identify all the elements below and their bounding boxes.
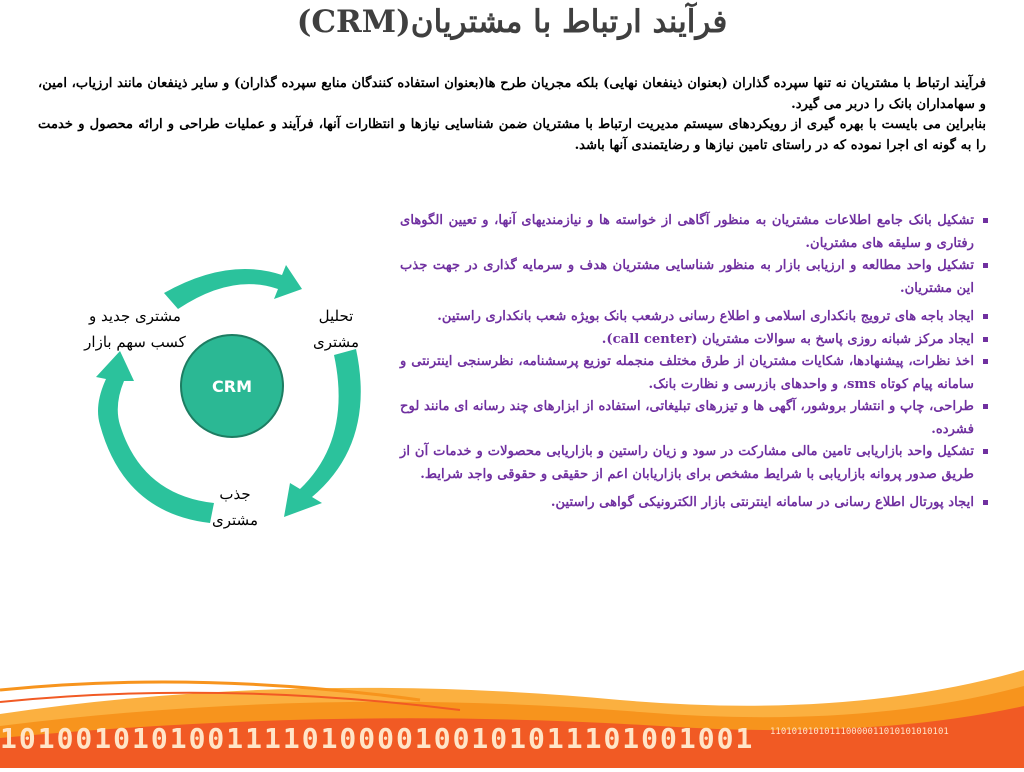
node-new-customer xyxy=(60,303,210,355)
node-label: مشتری جدید و xyxy=(89,307,181,325)
bullet-item: طراحی، چاپ و انتشار بروشور، آگهی ها و تیزرهای تبلیغاتی، استفاده از ابزارهای چند رسانه ای مانند لوح فشرده. xyxy=(400,396,990,441)
arrow-right xyxy=(284,349,361,517)
binary-watermark-small: 110101010101110000011010101010101 xyxy=(770,727,949,737)
node-customer-analysis xyxy=(296,303,376,355)
crm-actions-list xyxy=(400,210,990,515)
intro-paragraph-1: فرآیند ارتباط با مشتریان نه تنها سپرده گذاران (بعنوان ذینفعان نهایی) بلکه مجریان طرح ها(بعنوان استفاده کنندگان منابع سپرده گذاران) و سایر ذینفعان مانند ارزیاب، امین، و سهامداران بانک را دربر می گیرد. xyxy=(38,76,986,112)
bullet-item: ایجاد مرکز شبانه روزی پاسخ به سوالات مشتریان (call center). xyxy=(400,329,990,352)
bullet-item: تشکیل بانک جامع اطلاعات مشتریان به منظور آگاهی از خواسته ها و نیازمندیهای آنها، و تعیین الگوهای رفتاری و سلیقه های مشتریان. xyxy=(400,210,990,255)
bullet-item: ایجاد پورتال اطلاع رسانی در سامانه اینترنتی بازار الکترونیکی گواهی راستین. xyxy=(400,492,990,515)
intro-text xyxy=(38,74,986,156)
bullet-item: تشکیل واحد مطالعه و ارزیابی بازار به منظور شناسایی مشتریان هدف و سرمایه گذاری در جهت جذب این مشتریان. xyxy=(400,255,990,300)
bullet-item: ایجاد باجه های ترویج بانکداری اسلامی و اطلاع رسانی درشعب بانک بویژه شعب بانکداری راستین. xyxy=(400,306,990,329)
node-label: مشتری xyxy=(212,511,258,529)
slide-title: فرآیند ارتباط با مشتریان(CRM) xyxy=(296,4,728,40)
bullet-item: تشکیل واحد بازاریابی تامین مالی مشارکت در سود و زیان راستین و بازاریابی محصولات و خدمات آن از طریق صدور پروانه بازاریابی با شرایط مشخص برای بازاریابان اعم از حقیقی و حقوقی واجد شرایط. xyxy=(400,441,990,486)
node-customer-attraction xyxy=(190,481,280,533)
node-label: مشتری xyxy=(313,333,359,351)
bullet-item: اخذ نظرات، پیشنهادها، شکایات مشتریان از طرق مختلف منجمله توزیع پرسشنامه، نظرسنجی اینترنتی و سامانه پیام کوتاه sms، و واحدهای بازرسی و نظارت بانک. xyxy=(400,351,990,396)
node-label: تحلیل xyxy=(318,307,354,325)
node-label: کسب سهم بازار xyxy=(84,333,186,351)
crm-cycle-diagram xyxy=(60,255,390,540)
crm-center-circle: CRM xyxy=(180,334,284,438)
intro-paragraph-2: بنابراین می بایست با بهره گیری از رویکردهای سیستم مدیریت ارتباط با مشتریان ضمن شناسایی نیازها و انتظارات آنها، فرآیند و عملیات طراحی و ارائه محصول و خدمت را به گونه ای اجرا نموده که در راستای تامین نیازها و رضایتمندی آنها باشد. xyxy=(38,117,986,153)
node-label: جذب xyxy=(219,485,251,503)
binary-watermark: 1010010101001111010000100101011101001001 xyxy=(0,722,755,755)
